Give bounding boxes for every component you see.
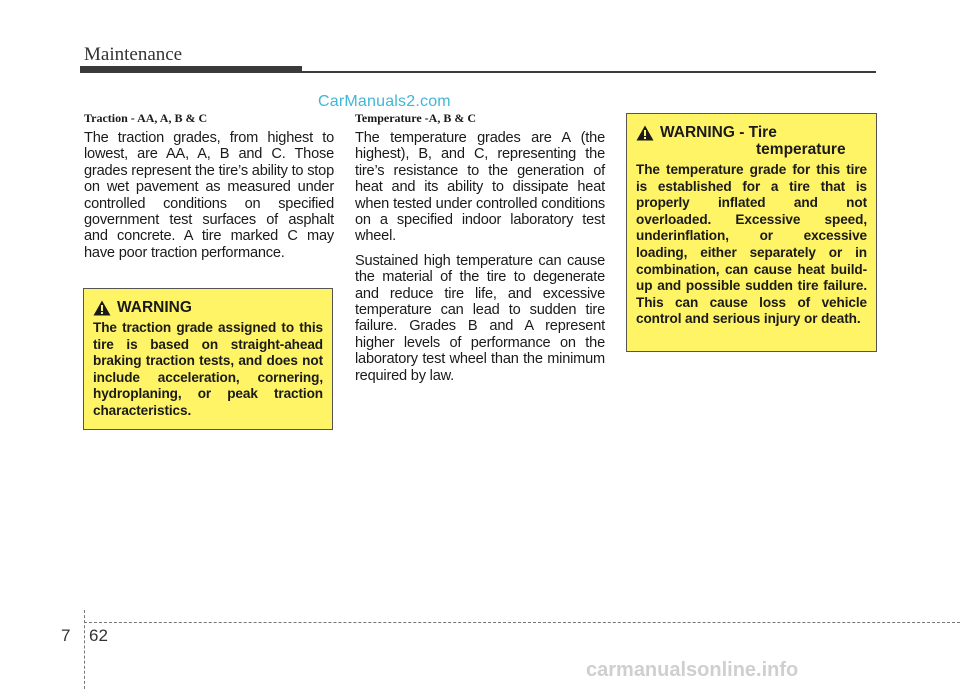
header-rule	[302, 71, 876, 73]
header-bar	[80, 66, 302, 73]
warning-triangle-icon	[93, 300, 111, 316]
warning-title	[93, 299, 323, 316]
page-number: 62	[89, 626, 108, 645]
temperature-text-2: Sustained high temperature can cause the material of the tire to degenerate and reduce tire life, and excessive temperature can lead to sudden tire failure. Grades B and A represent higher levels of performance on the laboratory test wheel than the minimum required by law.	[355, 252, 605, 384]
warning-text: The temperature grade for this tire is established for a tire that is properly inflated and not overloaded. Excessive speed, underinflation, or excessive loading, either separately or in combination, can cause heat build-up and possible sudden tire failure. This can cause loss of vehicle control and serious injury or death.	[636, 162, 867, 327]
temperature-subhead: Temperature -A, B & C	[355, 111, 476, 125]
warning-title-text: WARNING	[117, 299, 192, 316]
warning-title-text	[660, 124, 860, 158]
temperature-section	[355, 111, 605, 392]
warning-box-temperature	[626, 113, 877, 352]
footer-rule	[84, 622, 960, 623]
watermark-bottom: carmanualsonline.info	[586, 659, 799, 681]
footer-divider	[84, 610, 85, 689]
traction-text: The traction grades, from highest to lowest, are AA, A, B and C. Those grades represent the tire’s ability to stop on wet pavement as measured under controlled conditions on specified government test surfaces of asphalt and concrete. A tire marked C may have poor traction performance.	[84, 130, 334, 261]
traction-section	[84, 111, 334, 269]
warning-title-line2: temperature	[756, 141, 846, 158]
warning-title	[636, 124, 867, 158]
warning-title-line1: WARNING - Tire	[660, 124, 777, 141]
warning-text: The traction grade assigned to this tire is based on straight-ahead braking traction tests, and does not include acceleration, cornering, hydroplaning, or peak traction characteristics.	[93, 320, 323, 418]
chapter-number: 7	[61, 626, 71, 645]
warning-triangle-icon	[636, 125, 654, 141]
page-section-title: Maintenance	[84, 44, 183, 65]
temperature-text-1: The temperature grades are A (the highest), B, and C, representing the tire’s resistance to the generation of heat and its ability to dissipate heat when tested under controlled conditions on a specified indoor laboratory test wheel.	[355, 130, 605, 245]
watermark-top: CarManuals2.com	[318, 93, 451, 110]
traction-subhead: Traction - AA, A, B & C	[84, 111, 208, 125]
warning-box-traction	[83, 288, 333, 430]
